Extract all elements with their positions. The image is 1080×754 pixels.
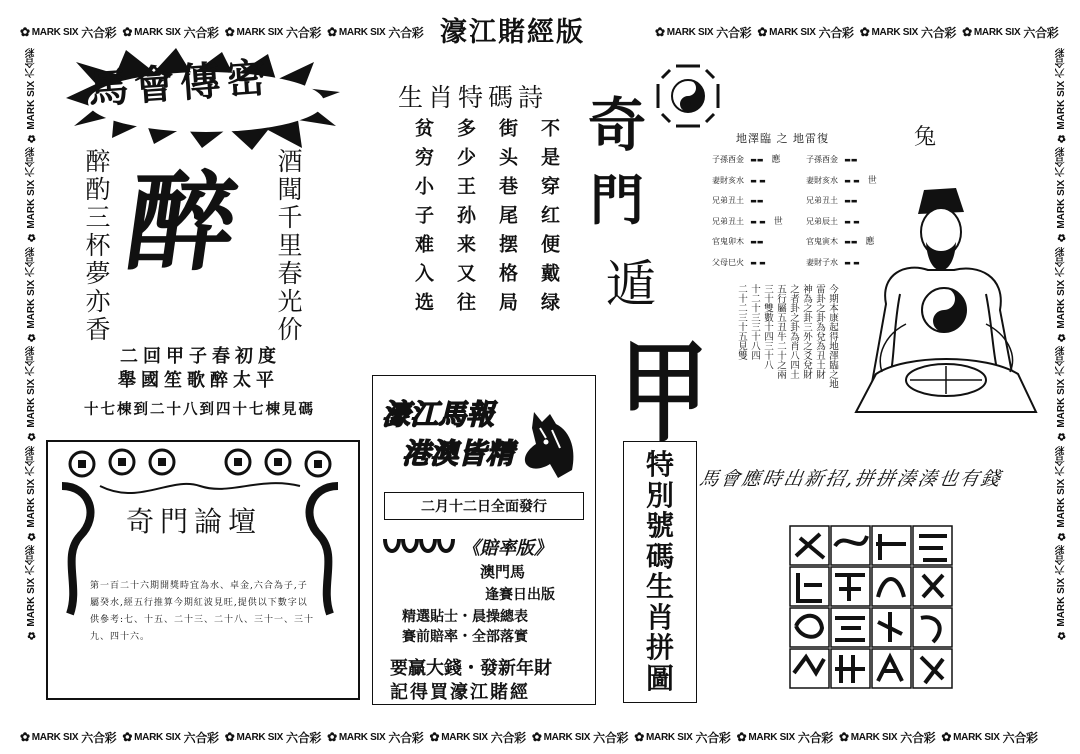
puzzle-cell bbox=[913, 649, 952, 688]
hexagram-line-label: 官鬼寅木 bbox=[806, 237, 838, 246]
hexagram-line-label: 子孫酉金 bbox=[806, 155, 838, 164]
poem-column-2: 街头巷尾摆格局 bbox=[496, 118, 518, 321]
puzzle-cell bbox=[872, 608, 911, 647]
flower-icon: ✿ bbox=[122, 730, 133, 744]
flower-icon: ✿ bbox=[757, 25, 768, 39]
flower-icon: ✿ bbox=[224, 730, 235, 744]
border-unit: ✿ MARK SIX 六合彩 bbox=[25, 346, 37, 442]
border-cn: 六合彩 bbox=[490, 730, 526, 745]
border-cn: 六合彩 bbox=[81, 730, 117, 745]
hexagram-left bbox=[712, 150, 783, 273]
border-unit bbox=[757, 24, 853, 41]
border-cn: 六合彩 bbox=[593, 730, 629, 745]
yao-line: ▬▬ bbox=[748, 197, 764, 205]
border-cn: 六合彩 bbox=[388, 25, 424, 40]
hexagram-mark: 應 bbox=[771, 155, 781, 165]
puzzle-cell bbox=[790, 649, 829, 688]
qimen-text-column: 三十雙數十四三十八 bbox=[762, 284, 773, 370]
border-cn: 六合彩 bbox=[81, 25, 117, 40]
border-en: MARK SIX bbox=[666, 26, 714, 38]
hexagram-line-label: 妻財子水 bbox=[806, 257, 838, 267]
border-unit bbox=[225, 729, 321, 746]
puzzle-cell bbox=[872, 526, 911, 565]
yao-line: ▬▬ bbox=[748, 156, 764, 164]
border-unit: ✿ MARK SIX 六合彩 bbox=[1055, 48, 1067, 144]
border-en: MARK SIX bbox=[953, 731, 1000, 743]
flower-icon: ✿ bbox=[224, 25, 235, 39]
yao-line: ▬▬ bbox=[842, 156, 858, 164]
border-cn: 六合彩 bbox=[1023, 25, 1059, 40]
border-en: MARK SIX bbox=[338, 26, 386, 38]
page-title: 濠江賭經版 bbox=[440, 17, 585, 48]
border-unit bbox=[860, 24, 956, 41]
qimen-char-3: 遁 bbox=[606, 255, 656, 313]
qimen-text-column: 神為之卦三外之爻兌財 bbox=[801, 284, 812, 379]
hexagram-line-label: 父母巳火 bbox=[712, 257, 744, 267]
poem-column-4: 贫穷小子难入选 bbox=[412, 118, 434, 321]
border-unit: ✿ MARK SIX 六合彩 bbox=[25, 545, 37, 641]
border-en: MARK SIX bbox=[134, 26, 181, 38]
mahui-line3: 十七棟到二十八到四十七棟見碼 bbox=[84, 401, 315, 418]
border-unit: ✿ MARK SIX 六合彩 bbox=[25, 147, 37, 243]
hexagram-line bbox=[712, 232, 783, 253]
hexagram-line bbox=[712, 171, 783, 192]
qimen-slogan: 馬會應時出新招,拼拼湊湊也有錢 bbox=[697, 468, 1004, 490]
qimen-text-column: 今期本康起得地澤臨之地 bbox=[827, 284, 838, 389]
mahui-right-verse: 酒聞千里春光价 bbox=[274, 148, 303, 344]
poem-title: 生肖特碼詩 bbox=[398, 83, 549, 112]
border-en: MARK SIX bbox=[543, 731, 591, 743]
yao-line: ▬ ▬ bbox=[748, 176, 766, 185]
ad-date-bar bbox=[384, 492, 584, 520]
border-unit bbox=[941, 729, 1037, 746]
puzzle-cell bbox=[790, 608, 829, 647]
hexagram-mark: 世 bbox=[867, 175, 877, 186]
hexagram-line-label: 兄弟辰土 bbox=[806, 216, 838, 226]
hexagram-line-label: 妻財亥水 bbox=[712, 175, 744, 185]
puzzle-cell bbox=[913, 567, 952, 606]
flower-icon: ✿ bbox=[962, 25, 972, 39]
qimen-char-2: 門 bbox=[590, 168, 644, 232]
ad-title2: 港澳皆精 bbox=[402, 437, 515, 470]
ad-edition: 《賠率版》 bbox=[462, 538, 552, 559]
border-en: MARK SIX bbox=[871, 26, 919, 38]
yao-line: ▬ ▬ bbox=[748, 217, 766, 226]
ad-title1: 濠江馬報 bbox=[382, 398, 495, 431]
top-border-strip-left bbox=[20, 22, 440, 42]
hexagram-line-label: 子孫酉金 bbox=[712, 155, 744, 164]
hexagram-line bbox=[712, 191, 783, 212]
border-en: MARK SIX bbox=[134, 731, 181, 743]
border-en: MARK SIX bbox=[748, 731, 795, 743]
yao-line: ▬ ▬ bbox=[748, 258, 766, 267]
flower-icon: ✿ bbox=[327, 25, 337, 39]
border-unit: ✿ MARK SIX 六合彩 bbox=[25, 48, 37, 144]
border-cn: 六合彩 bbox=[921, 25, 957, 40]
border-en: MARK SIX bbox=[769, 26, 816, 38]
flower-icon: ✿ bbox=[531, 730, 542, 744]
border-unit bbox=[737, 729, 833, 746]
border-en: MARK SIX bbox=[31, 26, 79, 38]
puzzle-cell bbox=[831, 608, 870, 647]
animal-label: 兔 bbox=[914, 125, 937, 150]
qimen-char-4: 甲 bbox=[620, 327, 709, 458]
hexagram-line bbox=[712, 150, 783, 171]
bagua-icon bbox=[652, 60, 724, 132]
puzzle-cell bbox=[872, 567, 911, 606]
border-en: MARK SIX bbox=[338, 731, 386, 743]
flower-icon: ✿ bbox=[859, 25, 870, 39]
flower-icon: ✿ bbox=[327, 730, 337, 744]
flower-icon: ✿ bbox=[736, 730, 747, 744]
ad-line2: 賽前賠率・全部落實 bbox=[402, 629, 528, 645]
puzzle-cell bbox=[790, 526, 829, 565]
puzzle-cell bbox=[790, 567, 829, 606]
border-unit bbox=[532, 729, 628, 746]
qimen-text-column: 雷卦之卦為兌為丑土財 bbox=[814, 284, 825, 379]
border-en: MARK SIX bbox=[646, 731, 693, 743]
hexagram-mark: 應 bbox=[865, 237, 875, 247]
poem-column-1: 不是穿红便戴绿 bbox=[538, 118, 560, 321]
border-unit: ✿ MARK SIX 六合彩 bbox=[25, 246, 37, 343]
border-unit bbox=[122, 24, 218, 41]
puzzle-cell bbox=[913, 526, 952, 565]
border-unit: ✿ MARK SIX 六合彩 bbox=[1055, 445, 1067, 542]
border-unit bbox=[430, 729, 526, 746]
border-unit: ✿ MARK SIX 六合彩 bbox=[25, 445, 37, 542]
qimen-text-column: 之者卦之卦為肖八四土 bbox=[788, 284, 799, 379]
special-text: 特別號碼生肖拼圖 bbox=[645, 448, 674, 695]
border-cn: 六合彩 bbox=[183, 730, 219, 745]
puzzle-cell bbox=[831, 567, 870, 606]
puzzle-cell bbox=[831, 649, 870, 688]
hexagram-line bbox=[712, 253, 783, 274]
border-unit bbox=[327, 24, 423, 41]
border-en: MARK SIX bbox=[31, 731, 79, 743]
border-cn: 六合彩 bbox=[797, 730, 833, 745]
border-unit bbox=[20, 729, 116, 746]
border-cn: 六合彩 bbox=[1002, 730, 1038, 745]
yao-line: ▬ ▬ bbox=[842, 217, 860, 226]
yao-line: ▬ ▬ bbox=[842, 258, 860, 267]
border-cn: 六合彩 bbox=[286, 25, 322, 40]
border-cn: 六合彩 bbox=[286, 730, 322, 745]
hexagram-line-label: 妻財亥水 bbox=[806, 175, 838, 185]
border-cn: 六合彩 bbox=[695, 730, 731, 745]
hexagram-mark: 世 bbox=[773, 216, 783, 227]
qimen-text-column: 二十二三十五見雙 bbox=[736, 284, 747, 360]
yao-line: ▬▬ bbox=[748, 238, 764, 246]
border-cn: 六合彩 bbox=[183, 25, 219, 40]
border-en: MARK SIX bbox=[850, 731, 898, 743]
hexagram-line bbox=[806, 150, 877, 171]
ad-line3: 要贏大錢・發新年財 bbox=[390, 658, 552, 679]
hexagram-line-label: 兄弟丑土 bbox=[712, 196, 744, 205]
flower-icon: ✿ bbox=[634, 730, 645, 744]
border-cn: 六合彩 bbox=[900, 730, 936, 745]
flower-icon: ✿ bbox=[839, 730, 849, 744]
border-en: MARK SIX bbox=[236, 731, 284, 743]
border-en: MARK SIX bbox=[441, 731, 488, 743]
border-unit: ✿ MARK SIX 六合彩 bbox=[1055, 545, 1067, 641]
border-unit bbox=[20, 24, 116, 41]
qimen-vertical-text bbox=[730, 284, 838, 424]
flower-icon: ✿ bbox=[941, 730, 952, 744]
qimen-char-1: 奇 bbox=[588, 91, 647, 159]
ad-horse: 澳門馬 bbox=[480, 563, 526, 581]
mahui-left-verse: 醉酌三杯夢亦香 bbox=[82, 148, 111, 344]
flower-icon: ✿ bbox=[20, 730, 30, 744]
right-border-strip bbox=[1052, 48, 1070, 728]
border-unit bbox=[327, 729, 423, 746]
border-unit bbox=[122, 729, 218, 746]
horse-head-icon bbox=[520, 408, 578, 480]
yao-line: ▬ ▬ bbox=[842, 176, 860, 185]
mahui-line1: 二回甲子春初度 bbox=[120, 346, 281, 367]
bottom-border-strip bbox=[20, 727, 1080, 747]
yao-line: ▬▬ bbox=[842, 238, 858, 246]
horseshoe-icon bbox=[383, 535, 465, 557]
border-unit: ✿ MARK SIX 六合彩 bbox=[1055, 346, 1067, 442]
border-unit bbox=[225, 24, 321, 41]
flower-icon: ✿ bbox=[429, 730, 440, 744]
left-border-strip bbox=[22, 48, 40, 728]
mahui-line2: 舉國笙歌醉太平 bbox=[118, 370, 279, 391]
puzzle-cell bbox=[831, 526, 870, 565]
border-unit bbox=[839, 729, 935, 746]
border-unit bbox=[962, 24, 1058, 41]
border-cn: 六合彩 bbox=[388, 730, 424, 745]
puzzle-cell bbox=[872, 649, 911, 688]
qimen-text-column: 五行屬五丑牛二十之兩 bbox=[775, 284, 786, 379]
sage-figure-illustration bbox=[846, 184, 1046, 424]
mahui-title: 馬會傳密 bbox=[86, 53, 274, 114]
flower-icon: ✿ bbox=[20, 25, 30, 39]
hexagram-line bbox=[712, 212, 783, 233]
yao-line: ▬▬ bbox=[842, 197, 858, 205]
border-unit bbox=[634, 729, 730, 746]
hexagram-line-label: 官鬼卯木 bbox=[712, 237, 744, 246]
forum-title: 奇門論壇 bbox=[126, 505, 263, 538]
border-unit bbox=[655, 24, 751, 41]
border-unit: ✿ MARK SIX 六合彩 bbox=[1055, 147, 1067, 243]
hexagram-line-label: 兄弟丑土 bbox=[712, 216, 744, 226]
border-en: MARK SIX bbox=[973, 26, 1021, 38]
ad-line4: 記得買濠江賭經 bbox=[390, 682, 530, 703]
border-en: MARK SIX bbox=[236, 26, 284, 38]
poem-column-3: 多少王孙来又往 bbox=[454, 118, 476, 321]
ad-date: 二月十二日全面發行 bbox=[421, 499, 547, 515]
ad-line1: 精選貼士・晨操總表 bbox=[402, 609, 528, 625]
hex-header: 地澤臨 之 地雷復 bbox=[736, 132, 829, 145]
border-cn: 六合彩 bbox=[818, 25, 854, 40]
zodiac-puzzle-grid bbox=[788, 524, 954, 690]
flower-icon: ✿ bbox=[655, 25, 665, 39]
border-cn: 六合彩 bbox=[716, 25, 752, 40]
flower-icon: ✿ bbox=[122, 25, 133, 39]
border-unit: ✿ MARK SIX 六合彩 bbox=[1055, 246, 1067, 343]
mahui-center-char: 醉 bbox=[119, 160, 245, 286]
forum-body: 第一百二十六期開獎時宜為水、卓金,六合為子,子屬癸水,經五行推算今期紅波見旺,提供以下數字以供參考:七、十五、二十三、二十八、三十一、三十九、四十六。 bbox=[90, 581, 315, 642]
top-border-strip-right bbox=[655, 22, 1080, 42]
qimen-text-column: 十二十三三十八四 bbox=[749, 284, 760, 360]
hexagram-line-label: 兄弟丑土 bbox=[806, 196, 838, 205]
ad-schedule: 逢賽日出版 bbox=[485, 587, 555, 603]
puzzle-cell bbox=[913, 608, 952, 647]
